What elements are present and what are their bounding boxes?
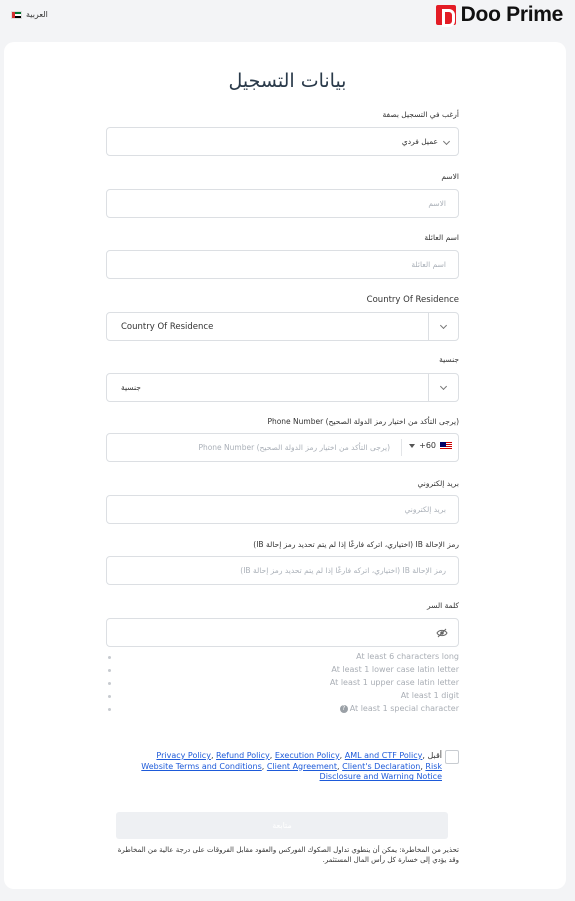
chevron-down-icon <box>441 137 452 148</box>
info-icon: ? <box>340 705 348 713</box>
nationality-label: جنسية <box>439 355 459 364</box>
malaysia-flag-icon <box>440 442 452 450</box>
phone-country-code: +60 <box>419 441 436 450</box>
aml-ctf-policy-link[interactable]: AML and CTF Policy <box>344 751 423 760</box>
agreement-prefix: أقبل <box>427 751 442 760</box>
refund-policy-link[interactable]: Refund Policy <box>216 751 270 760</box>
register-as-label: أرغب في التسجيل بصفة <box>382 110 459 119</box>
last-name-input[interactable] <box>106 250 459 279</box>
clients-declaration-link[interactable]: Client's Declaration <box>342 761 421 771</box>
last-name-label: اسم العائلة <box>424 233 459 242</box>
top-bar <box>0 0 575 40</box>
email-label: بريد إلكتروني <box>417 479 459 488</box>
register-as-value: عميل فردي <box>401 137 438 146</box>
phone-country-code-selector[interactable] <box>409 441 452 450</box>
ib-code-label: رمز الإحالة IB (اختياري، اتركه فارغًا إذا لم يتم تحديد رمز إحالة IB) <box>253 540 459 549</box>
country-label: Country Of Residence <box>366 295 459 305</box>
email-input[interactable] <box>106 495 459 524</box>
doo-prime-logo-icon <box>436 5 456 25</box>
brand-logo[interactable] <box>436 3 563 27</box>
chevron-down-icon <box>428 313 458 340</box>
risk-link[interactable]: Risk <box>425 761 442 771</box>
risk-warning: تحذير من المخاطرة: يمكن أن ينطوي تداول الصكوك الفوركس والعقود مقابل الفروقات على درجة عالية من المخاطرة وقد يؤدي إلى خسارة كل رأس المال المستثمر. <box>117 846 459 864</box>
submit-button[interactable]: متابعة <box>116 812 448 839</box>
password-rule: At least 1 digit <box>106 691 459 704</box>
brand-name: Doo Prime <box>460 3 563 26</box>
email-placeholder: بريد إلكتروني <box>404 505 446 514</box>
nationality-value: جنسية <box>121 383 141 392</box>
phone-divider <box>401 439 402 456</box>
phone-input[interactable] <box>106 433 459 462</box>
first-name-input[interactable] <box>106 189 459 218</box>
language-switcher[interactable] <box>11 10 48 19</box>
country-value: Country Of Residence <box>121 322 214 332</box>
password-rules <box>106 652 459 717</box>
password-rule: ? At least 1 special character <box>106 704 459 717</box>
password-label: كلمة السر <box>427 601 459 610</box>
client-agreement-link[interactable]: Client Agreement <box>266 761 338 771</box>
nationality-select[interactable] <box>106 373 459 402</box>
eye-off-icon[interactable] <box>436 628 448 638</box>
chevron-down-icon <box>428 374 458 401</box>
password-input[interactable] <box>106 618 459 647</box>
password-rule: At least 1 lower case latin letter <box>106 665 459 678</box>
register-as-select[interactable] <box>106 127 459 156</box>
password-rule: At least 1 upper case latin letter <box>106 678 459 691</box>
ib-code-placeholder: رمز الإحالة IB (اختياري، اتركه فارغًا إذا لم يتم تحديد رمز إحالة IB) <box>240 566 446 575</box>
website-terms-link[interactable]: Website Terms and Conditions <box>141 761 262 771</box>
password-rule: At least 6 characters long <box>106 652 459 665</box>
ib-code-input[interactable] <box>106 556 459 585</box>
last-name-placeholder: اسم العائلة <box>411 260 446 269</box>
caret-down-icon <box>409 444 415 448</box>
uae-flag-icon <box>11 11 22 19</box>
first-name-placeholder: الاسم <box>428 199 446 208</box>
page-title: بيانات التسجيل <box>228 70 347 92</box>
phone-label: Phone Number (يرجى التأكد من اختيار رمز الدولة الصحيح) <box>267 417 459 426</box>
first-name-label: الاسم <box>441 172 459 181</box>
agreement-checkbox[interactable] <box>445 750 459 764</box>
disclosure-warning-link[interactable]: Disclosure and Warning Notice <box>319 772 442 782</box>
language-label: العربية <box>26 10 48 19</box>
privacy-policy-link[interactable]: Privacy Policy <box>156 751 211 760</box>
execution-policy-link[interactable]: Execution Policy <box>274 751 340 760</box>
phone-placeholder: Phone Number (يرجى التأكد من اختيار رمز الدولة الصحيح) <box>198 443 390 452</box>
agreement-text: Privacy Policy, Refund Policy, Execution Policy, AML and CTF Policy, أقبل Website Terms and Conditions, Client Agreement, Client's Declaration, Risk Disclosure and Warning Notice <box>141 751 442 782</box>
country-select[interactable] <box>106 312 459 341</box>
